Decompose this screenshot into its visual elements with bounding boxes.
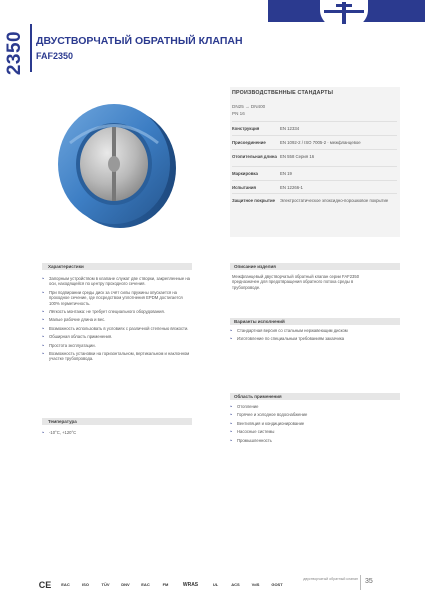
list-item: ‣ При подпирании среды диск за счёт силы пружины опускается на проходное сечение, где посредством уплотнения EPDM достигается 100% герметичность. xyxy=(42,289,183,306)
page-title: ДВУСТВОРЧАТЫЙ ОБРАТНЫЙ КЛАПАН xyxy=(36,35,243,47)
list-item: ‣ -10°C, +120°C xyxy=(42,430,77,435)
product-model: FAF2350 xyxy=(36,51,74,61)
brand-logo-icon xyxy=(318,0,370,30)
applications-heading: Область применения xyxy=(234,394,282,399)
list-item: ‣ Насосные системы xyxy=(230,429,275,435)
list-item: ‣ Изготовление по специальным требованиям заказчика xyxy=(230,336,345,342)
cert-mark: WRAS xyxy=(182,581,199,588)
cert-mark: UL xyxy=(212,582,219,587)
cert-mark: EAC xyxy=(61,582,70,587)
cert-mark: CE xyxy=(38,579,52,590)
cert-mark: VdS xyxy=(251,582,260,587)
product-photo xyxy=(42,88,192,238)
list-item: ‣ Отопление xyxy=(230,404,259,409)
standards-row: Присоединение EN 1092-2 / ISO 7005-2 · межфланцевое xyxy=(232,135,397,146)
variants-heading: Варианты исполнений xyxy=(234,319,285,324)
list-item: ‣ Вентиляция и кондиционирование xyxy=(230,420,305,426)
standards-row: Испытания EN 12266-1 xyxy=(232,180,397,191)
list-item: ‣ Возможность использовать в условиях с различной степенью вязкости. xyxy=(42,325,189,331)
standards-row: Отопительная длина EN 558 Серия 16 xyxy=(232,149,397,160)
list-item: ‣ Обширная область применения. xyxy=(42,334,113,340)
applications-list xyxy=(230,404,400,446)
product-code: 2350 xyxy=(4,30,25,76)
size-range: DN25 → DN400 xyxy=(232,104,266,109)
list-item: ‣ Простота эксплуатации. xyxy=(42,342,96,348)
standards-panel xyxy=(230,87,400,237)
features-list xyxy=(42,276,192,365)
temperature-list xyxy=(42,430,192,438)
features-heading: Характеристики xyxy=(48,264,84,269)
description-text: Межфланцевый двустворчатый обратный клапан серии FAF2350 предназначен для предотвращения обратного потока среды в трубопроводе. xyxy=(232,274,360,290)
cert-mark: TÜV xyxy=(101,582,110,587)
description-heading: Описание изделия xyxy=(234,264,276,269)
cert-mark: ACS xyxy=(231,582,240,587)
standards-row: Защитное покрытие Электростатическое эпоксидно-порошковое покрытие xyxy=(232,193,397,204)
cert-mark: ISO xyxy=(82,582,89,587)
variants-list xyxy=(230,328,400,345)
header-divider xyxy=(30,24,32,72)
list-item: ‣ Горячее и холодное водоснабжение xyxy=(230,412,308,418)
standards-row: Маркировка EN 19 xyxy=(232,166,397,177)
footer-divider xyxy=(360,575,361,590)
page-number: 35 xyxy=(365,578,373,585)
standards-row: Конструкция EN 12334 xyxy=(232,121,397,132)
list-item: ‣ Промышленность xyxy=(230,437,272,443)
cert-mark: EAC xyxy=(141,582,150,587)
footer-note: двустворчатый обратный клапан xyxy=(303,577,358,581)
cert-mark: FM xyxy=(162,582,169,587)
list-item: ‣ Лёгкость монтажа: не требует специального оборудования. xyxy=(42,309,165,315)
list-item: ‣ Стандартная версия со стальным нержавеющим диском xyxy=(230,328,348,333)
temperature-heading: Температура xyxy=(48,419,77,424)
cert-mark: DNV xyxy=(121,582,130,587)
list-item: ‣ Возможность установки на горизонтальном, вертикальном и наклонном участке трубопровода. xyxy=(42,351,190,362)
cert-mark: GOST xyxy=(271,582,283,587)
list-item: ‣ Запорным устройством в клапане служат две створки, закрепленные на оси, находящейся по центру проходного сечения. xyxy=(42,276,191,287)
product-code-vertical xyxy=(4,20,26,86)
pressure-rating: PN 16 xyxy=(232,111,245,116)
list-item: ‣ Малые рабочие длина и вес. xyxy=(42,317,106,323)
standards-heading: ПРОИЗВОДСТВЕННЫЕ СТАНДАРТЫ xyxy=(232,90,334,96)
